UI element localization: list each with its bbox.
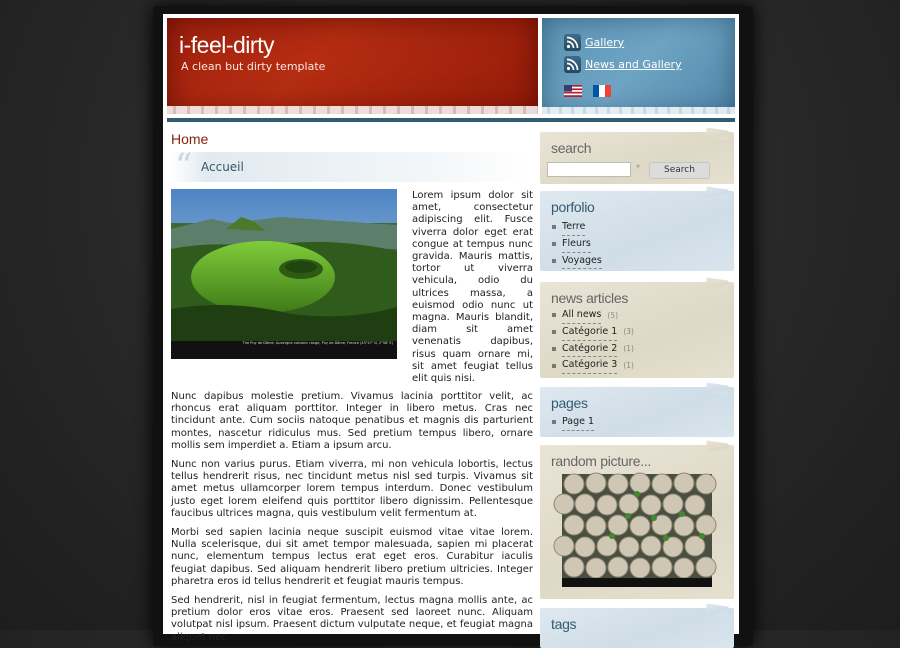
count-badge: (1)	[623, 360, 634, 370]
news-heading: news articles	[551, 290, 629, 306]
search-heading: search	[551, 140, 592, 156]
count-badge: (5)	[607, 310, 619, 320]
paragraph: Nunc non varius purus. Etiam viverra, mi non vehicula lobortis, lectus tellus hendrerit risus, nec tincidunt metus nisl sed turpis. Vivamus sit amet metus ullamcorper lorem tempus interdum. Donec vestibulum justo eget lorem eleifend quis porttitor libero dignissim. Pellentesque faucibus ultrices magna, quis vestibulum velit fermentum at.	[171, 459, 533, 519]
news-category-link[interactable]: Catégorie 2	[562, 341, 617, 358]
bullet-icon	[552, 364, 556, 368]
portfolio-widget	[540, 191, 734, 271]
portfolio-link[interactable]: Voyages	[562, 253, 602, 270]
list-item[interactable]	[552, 236, 602, 253]
fr-flag-icon[interactable]	[593, 85, 611, 97]
search-input[interactable]	[547, 162, 631, 177]
list-item[interactable]	[552, 253, 602, 270]
pages-widget	[540, 387, 734, 437]
count-badge: (1)	[623, 344, 634, 354]
list-item[interactable]	[552, 357, 634, 374]
list-item[interactable]	[552, 414, 594, 431]
list-item[interactable]	[552, 341, 634, 358]
news-and-gallery-link[interactable]: News and Gallery	[585, 58, 682, 71]
search-button[interactable]: Search	[649, 162, 710, 179]
us-flag-icon[interactable]	[564, 85, 582, 97]
news-category-link[interactable]: All news	[562, 307, 601, 324]
portfolio-link[interactable]: Fleurs	[562, 236, 591, 253]
portfolio-heading: porfolio	[551, 199, 595, 215]
tags-widget	[540, 608, 734, 648]
list-item[interactable]	[552, 307, 634, 324]
post-image	[171, 189, 397, 359]
news-category-link[interactable]: Catégorie 3	[562, 357, 617, 374]
random-picture-heading: random picture...	[551, 453, 651, 469]
random-picture-widget	[540, 445, 734, 599]
list-item[interactable]	[552, 324, 634, 341]
gallery-feed-link[interactable]	[564, 34, 624, 51]
intro-paragraph: Lorem ipsum dolor sit amet, consectetur adipiscing elit. Fusce viverra dolor eget erat congue at tempus nunc gravida. Mauris mattis, tortor ut viverra vehicula, odio du ultrices massa, a euismod odio nunc ut magna. Mauris blandit, diam sit amet venenatis dapibus, risus quam ornare mi, sit amet feugiat tellus elit quis nisi.	[412, 190, 533, 385]
news-widget	[540, 282, 734, 378]
chevron-down-icon: ▾	[636, 162, 641, 171]
search-widget	[540, 132, 734, 184]
count-badge: (3)	[623, 327, 634, 337]
pages-heading: pages	[551, 395, 588, 411]
breadcrumb[interactable]: Home	[171, 131, 209, 147]
header-banner	[167, 18, 538, 114]
news-gallery-feed-link[interactable]	[564, 56, 682, 73]
header-divider	[167, 118, 735, 122]
rss-icon	[564, 56, 581, 73]
paragraph: Morbi sed sapien lacinia neque suscipit euismod vitae vitae lorem. Nulla scelerisque, dui sit amet tempor malesuada, sapien mi placerat nunc, elementum tempus lectus erat eget eros. Curabitur iaculis feugiat dapibus. Sed aliquam hendrerit libero pretium ultricies. Integer pharetra eros id tellus hendrerit et feugiat mauris tempus.	[171, 527, 533, 587]
bullet-icon	[552, 347, 556, 351]
site-tagline: A clean but dirty template	[181, 60, 326, 73]
bullet-icon	[552, 225, 556, 229]
news-category-link[interactable]: Catégorie 1	[562, 324, 617, 341]
post-title: Accueil	[201, 160, 244, 174]
tags-heading: tags	[551, 616, 577, 632]
bullet-icon	[552, 330, 556, 334]
gallery-link[interactable]: Gallery	[585, 36, 625, 49]
paragraph: Sed hendrerit, nisl in feugiat fermentum, lectus magna mollis ante, ac pretium dolor eros vitae eros. Praesent sed laoreet nunc. Aliquam volutpat nisl ipsum. Praesent dictum vulputate neque, et feugiat magna aliquet nec.	[171, 595, 533, 643]
random-picture-image[interactable]	[562, 474, 712, 587]
site-title[interactable]: i-feel-dirty	[179, 32, 274, 58]
bullet-icon	[552, 242, 556, 246]
paragraph: Nunc dapibus molestie pretium. Vivamus lacinia porttitor velit, ac rhoncus erat aliquam porttitor. Integer in libero metus. Cras nec tincidunt ante. Cum sociis natoque penatibus et magnis dis parturient montes, nascetur ridiculus mus. Sed pretium tempus libero, ornare mollis sem imperdiet a. Etiam a ipsum arcu.	[171, 391, 533, 451]
bullet-icon	[552, 420, 556, 424]
quote-icon: “	[175, 146, 193, 186]
rss-icon	[564, 34, 581, 51]
bullet-icon	[552, 313, 556, 317]
page	[163, 14, 739, 643]
portfolio-link[interactable]: Terre	[562, 219, 585, 236]
header-links-panel	[542, 18, 735, 114]
post-title-banner	[171, 146, 531, 186]
image-caption: The Puy de Dôme, Auvergne volcanic range, Puy de Dôme, France (45°47' N, 2°58' E)	[242, 341, 393, 345]
list-item[interactable]	[552, 219, 602, 236]
bullet-icon	[552, 259, 556, 263]
page-link[interactable]: Page 1	[562, 414, 594, 431]
